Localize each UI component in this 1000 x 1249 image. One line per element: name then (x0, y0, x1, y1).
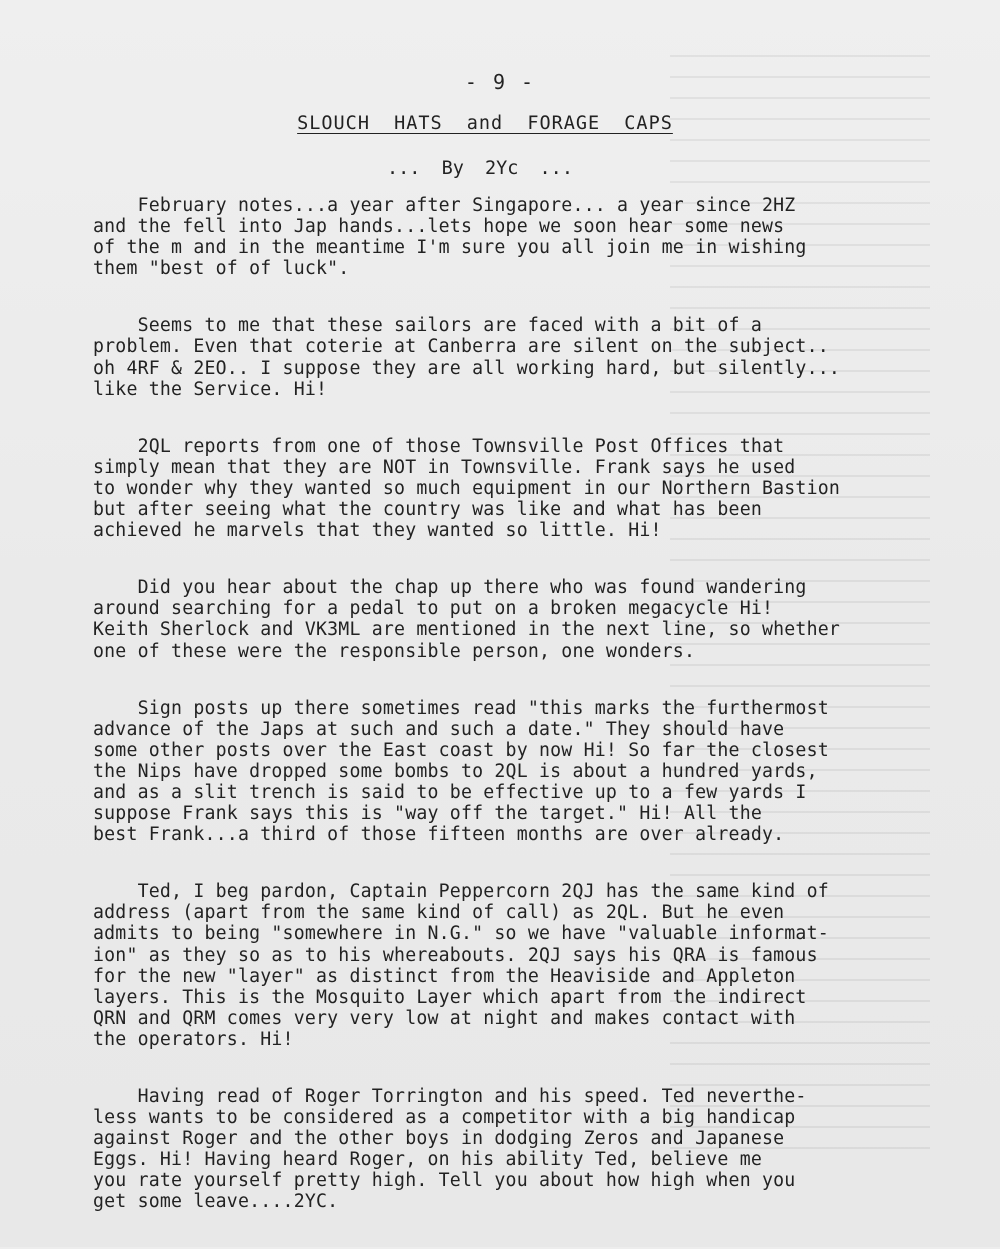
byline: ... By 2Yc ... (387, 158, 573, 179)
paragraph: Did you hear about the chap up there who was found wandering around searching for a pedal to put on a broken megacycle Hi! Keith Sherlock and VK3ML are mentioned in the next line, so whether one of these were the responsible person, one wonders. (93, 577, 841, 662)
article-title-text: SLOUCH HATS and FORAGE CAPS (297, 113, 673, 134)
article-body (93, 195, 943, 1249)
paragraph: February notes...a year after Singapore... a year since 2HZ and the fell into Jap hands...lets hope we soon hear some news of the m and in the meantime I'm sure you all join me in wishing them "best of of luck". (93, 195, 807, 280)
page-number: - 9 - (464, 70, 536, 94)
paragraph: Seems to me that these sailors are faced with a bit of a problem. Even that coterie at Canberra are silent on the subject.. oh 4RF & 2EO.. I suppose they are all working hard, but silently... like the Service. Hi! (93, 315, 841, 400)
paragraph: Having read of Roger Torrington and his speed. Ted neverthe- less wants to be considered as a competitor with a big handicap against Roger and the other boys in dodging Zeros and Japanese Eggs. Hi! Having heard Roger, on his ability Ted, believe me you rate yourself pretty high. Tell you about how high when you get some leave....2YC. (93, 1086, 807, 1213)
paragraph: Sign posts up there sometimes read "this marks the furthermost advance of the Japs at such and such a date." They should have some other posts over the East coast by now Hi! So far the closest the Nips have dropped some bombs to 2QL is about a hundred yards, and as a slit trench is said to be effective up to a few yards I suppose Frank says this is "way off the target." Hi! All the best Frank...a third of those fifteen months are over already. (93, 697, 829, 846)
paragraph: Ted, I beg pardon, Captain Peppercorn 2QJ has the same kind of address (apart from the same kind of call) as 2QL. But he even admits to being "somewhere in N.G." so we have "valuable informat- ion" as they so as to his whereabouts. 2QJ says his QRA is famous for the new "layer" as distinct from the Heaviside and Appleton layers. This is the Mosquito Layer which apart from the indirect QRN and QRM comes very very low at night and makes contact with the operators. Hi! (93, 881, 829, 1050)
article-title (0, 113, 970, 134)
paragraph: 2QL reports from one of those Townsville Post Offices that simply mean that they are NOT in Townsville. Frank says he used to wonder why they wanted so much equipment in our Northern Bastion but after seeing what the country was like and what has been achieved he marvels that they wanted so little. Hi! (93, 435, 841, 542)
